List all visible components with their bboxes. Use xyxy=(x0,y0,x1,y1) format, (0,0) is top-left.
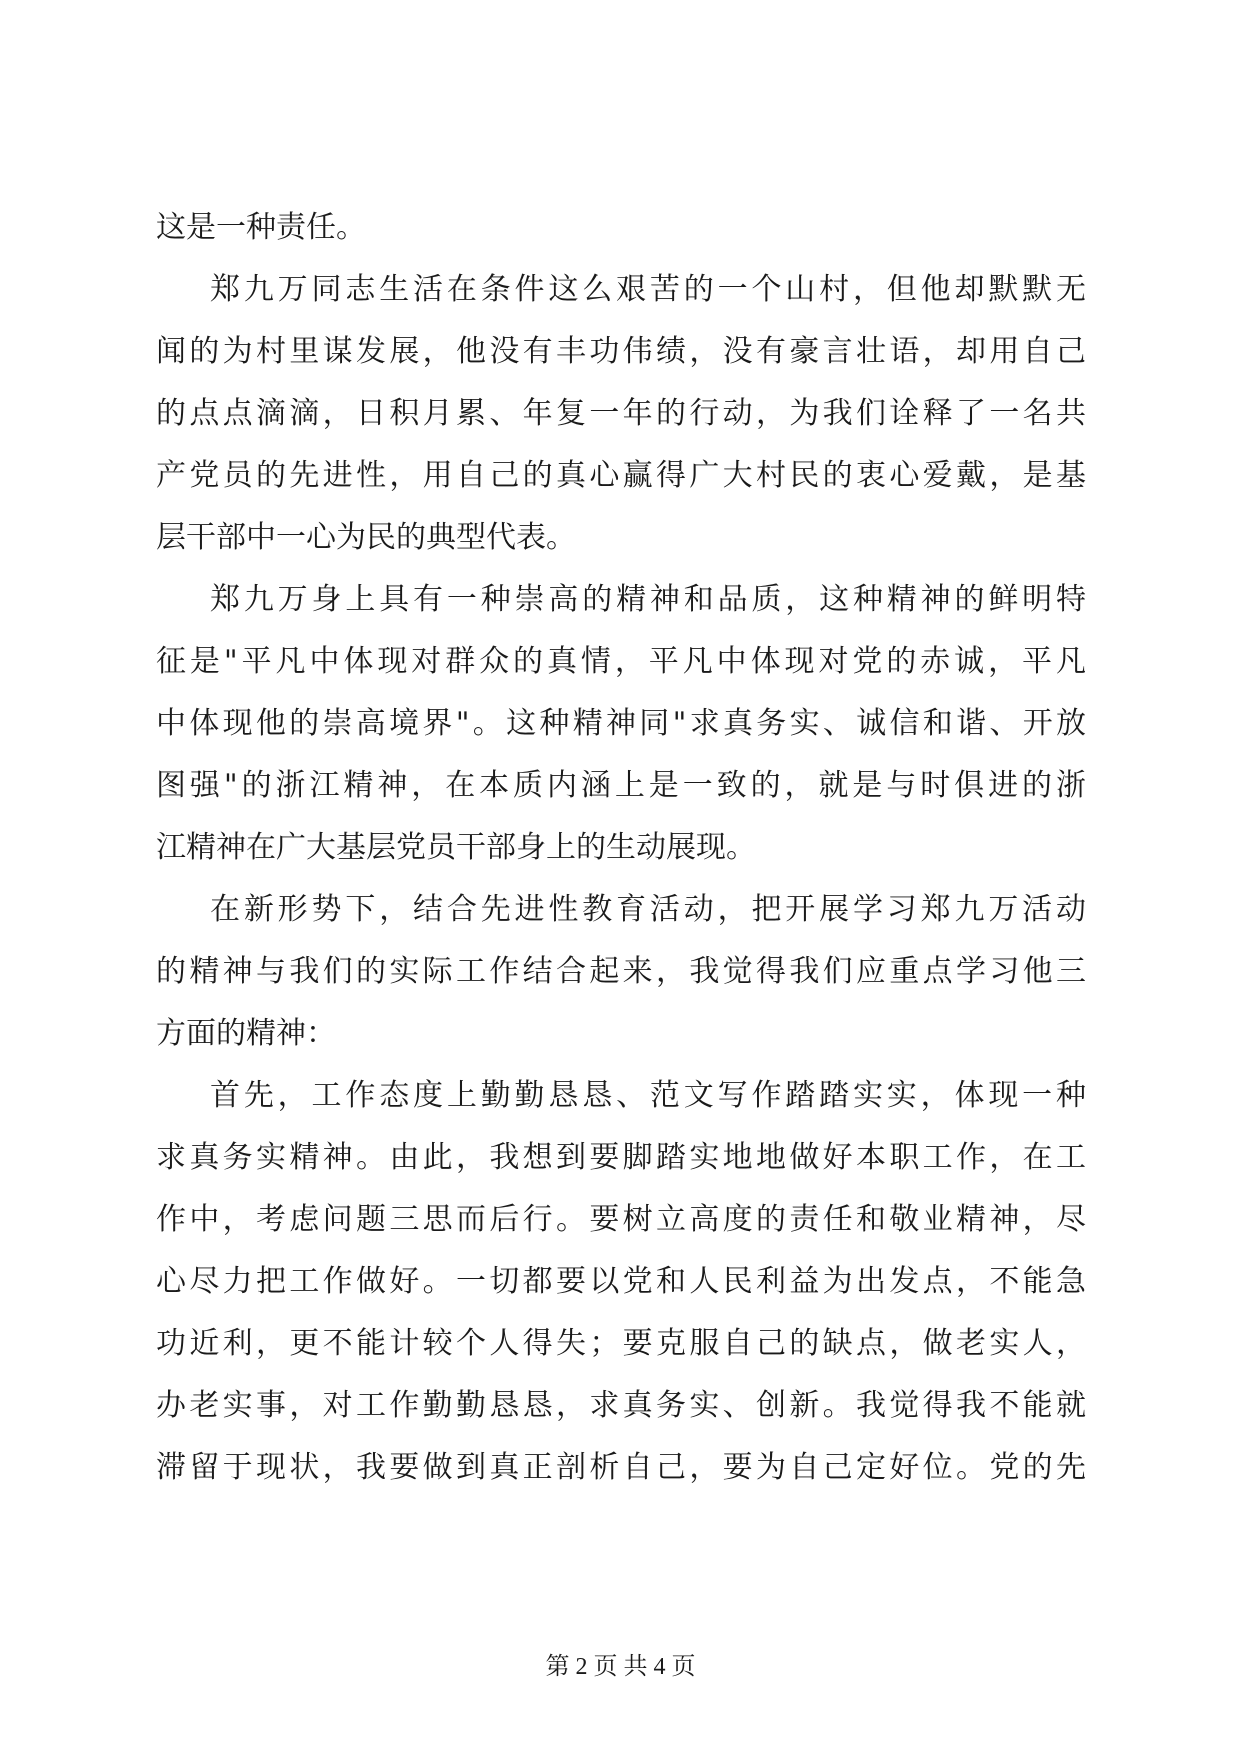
text-line: 的点点滴滴，日积月累、年复一年的行动，为我们诠释了一名共 xyxy=(156,396,1086,431)
text-line: 的精神与我们的实际工作结合起来，我觉得我们应重点学习他三 xyxy=(156,954,1086,989)
text-line: 层干部中一心为民的典型代表。 xyxy=(156,520,576,555)
text-line: 心尽力把工作做好。一切都要以党和人民利益为出发点，不能急 xyxy=(156,1264,1086,1299)
paragraph-first-line: 郑九万同志生活在条件这么艰苦的一个山村，但他却默默无 xyxy=(210,272,1086,307)
text-line: 江精神在广大基层党员干部身上的生动展现。 xyxy=(156,830,756,865)
text-line: 功近利，更不能计较个人得失；要克服自己的缺点，做老实人， xyxy=(156,1326,1086,1361)
text-line: 这是一种责任。 xyxy=(156,210,366,245)
text-line: 图强"的浙江精神，在本质内涵上是一致的，就是与时俱进的浙 xyxy=(156,768,1086,803)
text-line: 求真务实精神。由此，我想到要脚踏实地地做好本职工作，在工 xyxy=(156,1140,1086,1175)
text-line: 方面的精神： xyxy=(156,1016,336,1051)
text-line: 中体现他的崇高境界"。这种精神同"求真务实、诚信和谐、开放 xyxy=(156,706,1086,741)
paragraph-first-line: 在新形势下，结合先进性教育活动，把开展学习郑九万活动 xyxy=(210,892,1086,927)
text-line: 闻的为村里谋发展，他没有丰功伟绩，没有豪言壮语，却用自己 xyxy=(156,334,1086,369)
text-line: 滞留于现状，我要做到真正剖析自己，要为自己定好位。党的先 xyxy=(156,1450,1086,1485)
text-line: 办老实事，对工作勤勤恳恳，求真务实、创新。我觉得我不能就 xyxy=(156,1388,1086,1423)
paragraph-first-line: 郑九万身上具有一种崇高的精神和品质，这种精神的鲜明特 xyxy=(210,582,1086,617)
page-number-footer: 第 2 页 共 4 页 xyxy=(545,1654,696,1680)
text-line: 征是"平凡中体现对群众的真情，平凡中体现对党的赤诚，平凡 xyxy=(156,644,1086,679)
paragraph-first-line: 首先，工作态度上勤勤恳恳、范文写作踏踏实实，体现一种 xyxy=(210,1078,1086,1113)
text-line: 产党员的先进性，用自己的真心赢得广大村民的衷心爱戴，是基 xyxy=(156,458,1086,493)
text-line: 作中，考虑问题三思而后行。要树立高度的责任和敬业精神，尽 xyxy=(156,1202,1086,1237)
